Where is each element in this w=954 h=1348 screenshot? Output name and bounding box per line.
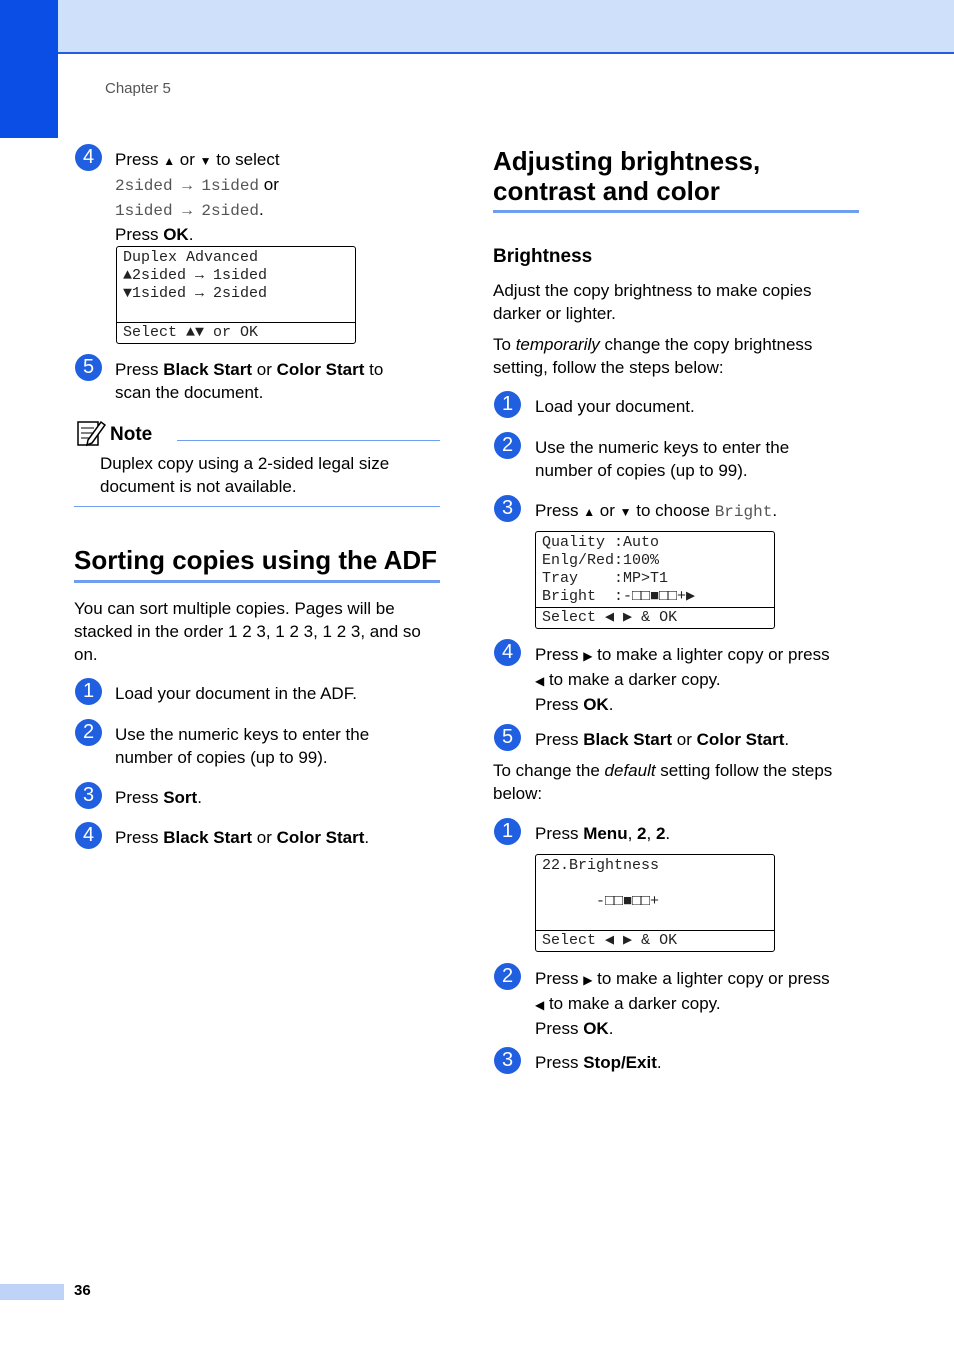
step-number: 4	[494, 639, 521, 666]
subsection-title: Brightness	[493, 246, 593, 267]
down-arrow-icon: ▼	[619, 505, 632, 519]
left-arrow-icon: ◀	[535, 674, 545, 688]
left-arrow-icon: ◀	[535, 998, 545, 1012]
right-arrow-icon: ▶	[583, 649, 593, 663]
step-5-scan: Press Black Start or Color Start to scan the document.	[115, 360, 384, 402]
step-number: 1	[75, 678, 102, 705]
step-number: 3	[494, 495, 521, 522]
footer-bar	[0, 1284, 64, 1300]
step-number: 4	[75, 822, 102, 849]
lcd-duplex-advanced: Duplex Advanced ▲2sided → 1sided ▼1sided → 2sided Select ▲▼ or OK	[116, 246, 356, 344]
sort-step-2: Use the numeric keys to enter the number of copies (up to 99).	[115, 725, 370, 767]
step-4-duplex: Press ▲ or ▼ to select 2sided → 1sided or 1sided → 2sided. Press OK.	[115, 150, 280, 244]
note-title: Note	[110, 424, 153, 445]
sort-step-4: Press Black Start or Color Start.	[115, 828, 370, 847]
step-number: 3	[494, 1047, 521, 1074]
header-bar	[58, 0, 954, 54]
step-number: 2	[494, 963, 521, 990]
section-rule	[74, 580, 440, 583]
step-number: 5	[494, 724, 521, 751]
sort-step-1: Load your document in the ADF.	[115, 684, 357, 703]
step-number: 2	[75, 719, 102, 746]
default-step-3: Press Stop/Exit.	[535, 1053, 662, 1072]
sorting-intro: You can sort multiple copies. Pages will be stacked in the order 1 2 3, 1 2 3, 1 2 3, and so on.	[74, 599, 421, 664]
default-intro: To change the default setting follow the steps below:	[493, 761, 833, 803]
note-top-rule	[177, 440, 440, 441]
section-rule	[493, 210, 859, 213]
step-number: 3	[75, 782, 102, 809]
brightness-step-4: Press ▶ to make a lighter copy or press ◀ to make a darker copy. Press OK.	[535, 645, 830, 714]
page-number: 36	[74, 1282, 91, 1299]
brightness-temp: To temporarily change the copy brightness setting, follow the steps below:	[493, 335, 813, 377]
chapter-label: Chapter 5	[105, 80, 171, 97]
brightness-step-5: Press Black Start or Color Start.	[535, 730, 790, 749]
brightness-step-2: Use the numeric keys to enter the number of copies (up to 99).	[535, 438, 790, 480]
brightness-step-1: Load your document.	[535, 397, 695, 416]
step-number: 5	[75, 354, 102, 381]
default-step-2: Press ▶ to make a lighter copy or press ◀ to make a darker copy. Press OK.	[535, 969, 830, 1038]
sort-step-3: Press Sort.	[115, 788, 202, 807]
section-title-sorting: Sorting copies using the ADF	[74, 545, 438, 575]
right-arrow-icon: ▶	[583, 973, 593, 987]
default-step-1: Press Menu, 2, 2.	[535, 824, 671, 843]
note-text: Duplex copy using a 2-sided legal size document is not available.	[100, 454, 390, 496]
step-number: 1	[494, 818, 521, 845]
up-arrow-icon: ▲	[163, 154, 176, 168]
step-number: 2	[494, 432, 521, 459]
note-pencil-icon	[76, 418, 106, 448]
step-number: 1	[494, 391, 521, 418]
step-number: 4	[75, 144, 102, 171]
section-title-brightness: Adjusting brightness, contrast and color	[493, 146, 761, 206]
lcd-brightness-temp: Quality :Auto Enlg/Red:100% Tray :MP>T1 Bright :-□□■□□+▶ Select ◀ ▶ & OK	[535, 531, 775, 629]
lcd-brightness-default: 22.Brightness -□□■□□+ Select ◀ ▶ & OK	[535, 854, 775, 952]
brightness-step-3: Press ▲ or ▼ to choose Bright.	[535, 501, 778, 521]
down-arrow-icon: ▼	[199, 154, 212, 168]
up-arrow-icon: ▲	[583, 505, 596, 519]
note-bottom-rule	[74, 506, 440, 507]
brightness-intro: Adjust the copy brightness to make copies darker or lighter.	[493, 281, 812, 323]
chapter-tab	[0, 0, 58, 138]
